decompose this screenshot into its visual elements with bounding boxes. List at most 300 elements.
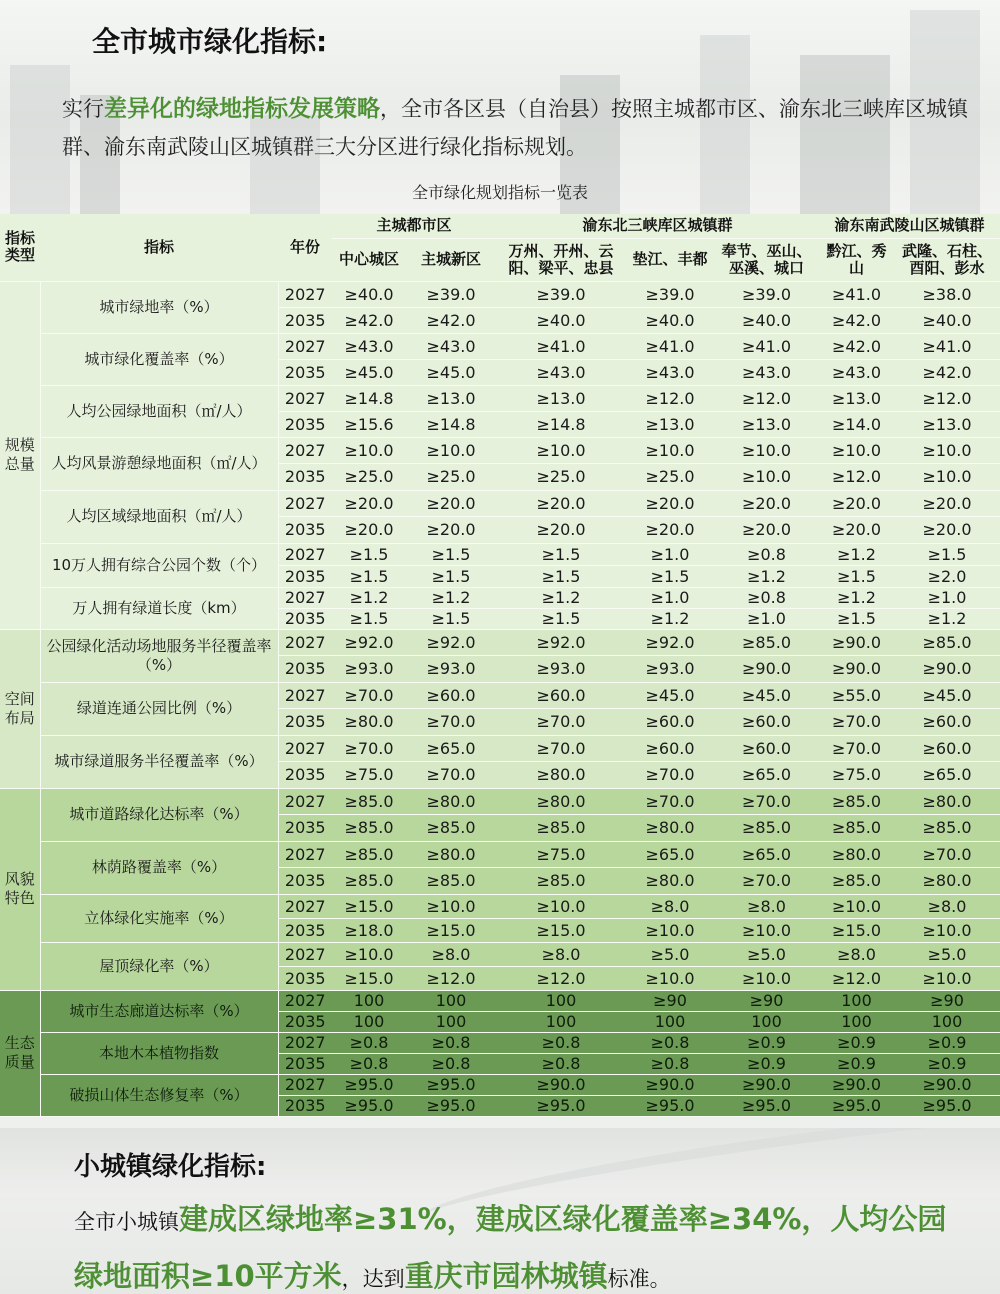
- value-cell: ≥60.0: [714, 708, 819, 735]
- value-cell: ≥39.0: [714, 281, 819, 307]
- value-cell: ≥45.0: [332, 359, 406, 385]
- year-cell: 2035: [278, 565, 332, 587]
- value-cell: ≥1.0: [626, 543, 714, 565]
- value-cell: ≥70.0: [406, 708, 496, 735]
- value-cell: ≥10.0: [714, 463, 819, 490]
- value-cell: ≥8.0: [894, 894, 1000, 918]
- value-cell: ≥0.8: [406, 1053, 496, 1074]
- value-cell: ≥70.0: [626, 788, 714, 814]
- year-cell: 2027: [278, 990, 332, 1011]
- header-indicator: 指标: [40, 214, 278, 281]
- value-cell: ≥43.0: [714, 359, 819, 385]
- value-cell: ≥42.0: [819, 307, 894, 333]
- indicator-cell: 10万人拥有综合公园个数（个）: [40, 543, 278, 587]
- year-cell: 2035: [278, 867, 332, 894]
- value-cell: ≥14.8: [496, 411, 626, 437]
- header-category: 指标类型: [0, 214, 40, 281]
- value-cell: ≥1.0: [894, 587, 1000, 608]
- value-cell: ≥0.8: [496, 1032, 626, 1053]
- year-cell: 2027: [278, 437, 332, 463]
- indicator-cell: 城市绿地率（%）: [40, 281, 278, 333]
- value-cell: ≥20.0: [406, 516, 496, 543]
- category-cell: 规模总量: [0, 281, 40, 629]
- year-cell: 2035: [278, 918, 332, 942]
- value-cell: ≥14.8: [332, 385, 406, 411]
- value-cell: ≥0.8: [496, 1053, 626, 1074]
- value-cell: ≥80.0: [894, 788, 1000, 814]
- year-cell: 2035: [278, 761, 332, 788]
- value-cell: ≥15.0: [332, 966, 406, 990]
- value-cell: ≥80.0: [406, 841, 496, 867]
- value-cell: ≥85.0: [332, 788, 406, 814]
- value-cell: ≥95.0: [819, 1095, 894, 1116]
- value-cell: ≥65.0: [406, 735, 496, 761]
- value-cell: ≥40.0: [626, 307, 714, 333]
- year-cell: 2027: [278, 543, 332, 565]
- value-cell: ≥13.0: [819, 385, 894, 411]
- value-cell: ≥1.2: [894, 608, 1000, 629]
- value-cell: ≥0.9: [819, 1053, 894, 1074]
- value-cell: ≥80.0: [819, 841, 894, 867]
- year-cell: 2027: [278, 735, 332, 761]
- indicator-cell: 屋顶绿化率（%）: [40, 942, 278, 990]
- value-cell: ≥80.0: [496, 788, 626, 814]
- value-cell: ≥70.0: [819, 708, 894, 735]
- value-cell: ≥40.0: [894, 307, 1000, 333]
- value-cell: ≥1.2: [332, 587, 406, 608]
- category-cell: 空间布局: [0, 629, 40, 788]
- year-cell: 2027: [278, 281, 332, 307]
- header-group-southeast: 渝东南武陵山区城镇群: [819, 214, 1000, 238]
- value-cell: ≥45.0: [894, 682, 1000, 708]
- value-cell: ≥90.0: [819, 655, 894, 682]
- value-cell: ≥20.0: [332, 516, 406, 543]
- value-cell: ≥92.0: [332, 629, 406, 655]
- value-cell: ≥60.0: [626, 708, 714, 735]
- value-cell: ≥90: [894, 990, 1000, 1011]
- value-cell: 100: [332, 1011, 406, 1032]
- value-cell: ≥95.0: [332, 1074, 406, 1095]
- value-cell: ≥70.0: [332, 682, 406, 708]
- value-cell: ≥45.0: [626, 682, 714, 708]
- value-cell: ≥42.0: [406, 307, 496, 333]
- value-cell: ≥8.0: [496, 942, 626, 966]
- value-cell: ≥60.0: [406, 682, 496, 708]
- value-cell: ≥90: [714, 990, 819, 1011]
- value-cell: ≥10.0: [894, 966, 1000, 990]
- value-cell: ≥42.0: [894, 359, 1000, 385]
- year-cell: 2035: [278, 463, 332, 490]
- header-col: 万州、开州、云阳、梁平、忠县: [496, 238, 626, 281]
- value-cell: ≥93.0: [406, 655, 496, 682]
- header-col: 奉节、巫山、巫溪、城口: [714, 238, 819, 281]
- value-cell: ≥1.0: [626, 587, 714, 608]
- value-cell: ≥39.0: [626, 281, 714, 307]
- value-cell: ≥12.0: [819, 966, 894, 990]
- value-cell: ≥70.0: [406, 761, 496, 788]
- value-cell: ≥20.0: [406, 490, 496, 516]
- value-cell: ≥14.0: [819, 411, 894, 437]
- table-row: [0, 385, 1000, 411]
- value-cell: ≥45.0: [714, 682, 819, 708]
- table-row: [0, 942, 1000, 966]
- value-cell: ≥1.5: [406, 543, 496, 565]
- value-cell: ≥1.2: [714, 565, 819, 587]
- value-cell: ≥10.0: [894, 437, 1000, 463]
- value-cell: ≥1.5: [894, 543, 1000, 565]
- value-cell: ≥10.0: [332, 942, 406, 966]
- value-cell: ≥13.0: [714, 411, 819, 437]
- value-cell: ≥0.8: [714, 587, 819, 608]
- value-cell: ≥43.0: [819, 359, 894, 385]
- value-cell: ≥92.0: [496, 629, 626, 655]
- value-cell: ≥8.0: [714, 894, 819, 918]
- table-row: [0, 788, 1000, 814]
- indicator-cell: 城市道路绿化达标率（%）: [40, 788, 278, 841]
- value-cell: ≥93.0: [332, 655, 406, 682]
- value-cell: ≥13.0: [626, 411, 714, 437]
- value-cell: ≥85.0: [894, 629, 1000, 655]
- value-cell: ≥1.5: [496, 608, 626, 629]
- value-cell: ≥41.0: [714, 333, 819, 359]
- table-row: [0, 490, 1000, 516]
- value-cell: ≥1.5: [496, 565, 626, 587]
- indicator-cell: 公园绿化活动场地服务半径覆盖率（%）: [40, 629, 278, 682]
- table-row: [0, 682, 1000, 708]
- value-cell: ≥12.0: [894, 385, 1000, 411]
- header-group-main-city: 主城都市区: [332, 214, 496, 238]
- value-cell: ≥10.0: [714, 966, 819, 990]
- indicator-cell: 本地木本植物指数: [40, 1032, 278, 1074]
- value-cell: ≥2.0: [894, 565, 1000, 587]
- value-cell: ≥75.0: [496, 841, 626, 867]
- value-cell: ≥85.0: [819, 788, 894, 814]
- table-caption: 全市绿化规划指标一览表: [411, 183, 588, 202]
- value-cell: ≥20.0: [714, 490, 819, 516]
- value-cell: ≥20.0: [819, 516, 894, 543]
- category-cell: 生态质量: [0, 990, 40, 1116]
- value-cell: ≥85.0: [406, 814, 496, 841]
- small-town-highlight-1: 建成区绿地率≥31%，建成区绿化覆盖率≥34%，人均公园绿地面积≥10平方米: [74, 1202, 947, 1293]
- value-cell: ≥25.0: [332, 463, 406, 490]
- value-cell: ≥65.0: [714, 841, 819, 867]
- value-cell: ≥1.2: [496, 587, 626, 608]
- header-year: 年份: [278, 214, 332, 281]
- value-cell: ≥5.0: [894, 942, 1000, 966]
- value-cell: ≥90.0: [894, 1074, 1000, 1095]
- value-cell: ≥20.0: [894, 516, 1000, 543]
- value-cell: ≥1.2: [406, 587, 496, 608]
- year-cell: 2035: [278, 359, 332, 385]
- value-cell: ≥85.0: [819, 867, 894, 894]
- value-cell: ≥65.0: [714, 761, 819, 788]
- value-cell: ≥12.0: [626, 385, 714, 411]
- value-cell: ≥0.8: [714, 543, 819, 565]
- year-cell: 2027: [278, 682, 332, 708]
- table-row: [0, 841, 1000, 867]
- value-cell: ≥10.0: [894, 463, 1000, 490]
- value-cell: ≥41.0: [496, 333, 626, 359]
- value-cell: ≥41.0: [819, 281, 894, 307]
- value-cell: ≥85.0: [894, 814, 1000, 841]
- value-cell: ≥8.0: [819, 942, 894, 966]
- value-cell: ≥85.0: [496, 867, 626, 894]
- value-cell: ≥20.0: [496, 516, 626, 543]
- value-cell: ≥10.0: [332, 437, 406, 463]
- value-cell: ≥13.0: [894, 411, 1000, 437]
- value-cell: ≥43.0: [332, 333, 406, 359]
- value-cell: ≥18.0: [332, 918, 406, 942]
- value-cell: ≥90.0: [819, 629, 894, 655]
- value-cell: ≥85.0: [714, 814, 819, 841]
- value-cell: ≥20.0: [626, 490, 714, 516]
- value-cell: ≥10.0: [496, 437, 626, 463]
- value-cell: ≥15.0: [406, 918, 496, 942]
- value-cell: ≥45.0: [406, 359, 496, 385]
- value-cell: ≥60.0: [894, 735, 1000, 761]
- table-row: [0, 629, 1000, 655]
- value-cell: ≥92.0: [626, 629, 714, 655]
- intro-paragraph: 实行差异化的绿地指标发展策略，全市各区县（自治县）按照主城都市区、渝东北三峡库区城镇群、渝东南武陵山区城镇群三大分区进行绿化指标规划。: [62, 96, 968, 159]
- value-cell: 100: [894, 1011, 1000, 1032]
- value-cell: ≥1.5: [819, 565, 894, 587]
- value-cell: ≥65.0: [894, 761, 1000, 788]
- value-cell: ≥20.0: [496, 490, 626, 516]
- value-cell: ≥41.0: [894, 333, 1000, 359]
- value-cell: ≥42.0: [819, 333, 894, 359]
- value-cell: ≥1.5: [332, 608, 406, 629]
- value-cell: ≥15.6: [332, 411, 406, 437]
- value-cell: ≥41.0: [626, 333, 714, 359]
- value-cell: ≥70.0: [714, 867, 819, 894]
- header-col: 黔江、秀山: [819, 238, 894, 281]
- value-cell: ≥0.9: [819, 1032, 894, 1053]
- value-cell: ≥85.0: [332, 841, 406, 867]
- value-cell: ≥43.0: [496, 359, 626, 385]
- header-col: 主城新区: [406, 238, 496, 281]
- value-cell: ≥85.0: [819, 814, 894, 841]
- value-cell: ≥15.0: [332, 894, 406, 918]
- indicator-cell: 林荫路覆盖率（%）: [40, 841, 278, 894]
- year-cell: 2035: [278, 708, 332, 735]
- year-cell: 2027: [278, 333, 332, 359]
- value-cell: ≥0.8: [332, 1032, 406, 1053]
- value-cell: ≥70.0: [496, 708, 626, 735]
- value-cell: ≥90.0: [894, 655, 1000, 682]
- value-cell: ≥10.0: [626, 918, 714, 942]
- value-cell: 100: [332, 990, 406, 1011]
- year-cell: 2027: [278, 385, 332, 411]
- indicator-cell: 立体绿化实施率（%）: [40, 894, 278, 942]
- value-cell: ≥95.0: [406, 1074, 496, 1095]
- header-col: 垫江、丰都: [626, 238, 714, 281]
- indicator-cell: 人均风景游憩绿地面积（㎡/人）: [40, 437, 278, 490]
- value-cell: 100: [626, 1011, 714, 1032]
- value-cell: ≥0.8: [406, 1032, 496, 1053]
- value-cell: ≥10.0: [406, 437, 496, 463]
- value-cell: ≥95.0: [332, 1095, 406, 1116]
- value-cell: ≥1.5: [626, 565, 714, 587]
- table-row: [0, 587, 1000, 608]
- value-cell: ≥15.0: [496, 918, 626, 942]
- value-cell: ≥60.0: [894, 708, 1000, 735]
- indicator-cell: 绿道连通公园比例（%）: [40, 682, 278, 735]
- small-town-title: 小城镇绿化指标:: [74, 1152, 267, 1182]
- value-cell: ≥90.0: [714, 1074, 819, 1095]
- value-cell: ≥39.0: [406, 281, 496, 307]
- value-cell: ≥25.0: [626, 463, 714, 490]
- year-cell: 2035: [278, 1053, 332, 1074]
- value-cell: ≥40.0: [496, 307, 626, 333]
- value-cell: ≥80.0: [496, 761, 626, 788]
- indicator-cell: 城市绿道服务半径覆盖率（%）: [40, 735, 278, 788]
- value-cell: ≥70.0: [626, 761, 714, 788]
- table-row: [0, 894, 1000, 918]
- value-cell: ≥1.5: [406, 608, 496, 629]
- value-cell: ≥42.0: [332, 307, 406, 333]
- value-cell: 100: [819, 1011, 894, 1032]
- header-col: 武隆、石柱、酉阳、彭水: [894, 238, 1000, 281]
- value-cell: ≥93.0: [496, 655, 626, 682]
- value-cell: ≥8.0: [406, 942, 496, 966]
- value-cell: ≥13.0: [496, 385, 626, 411]
- value-cell: ≥70.0: [894, 841, 1000, 867]
- year-cell: 2035: [278, 1095, 332, 1116]
- year-cell: 2035: [278, 814, 332, 841]
- value-cell: ≥5.0: [626, 942, 714, 966]
- value-cell: ≥10.0: [496, 894, 626, 918]
- value-cell: ≥60.0: [714, 735, 819, 761]
- year-cell: 2035: [278, 966, 332, 990]
- table-row: [0, 735, 1000, 761]
- value-cell: ≥0.9: [894, 1053, 1000, 1074]
- value-cell: ≥85.0: [406, 867, 496, 894]
- value-cell: ≥1.2: [819, 587, 894, 608]
- value-cell: ≥90.0: [819, 1074, 894, 1095]
- value-cell: ≥20.0: [626, 516, 714, 543]
- indicator-cell: 城市绿化覆盖率（%）: [40, 333, 278, 385]
- year-cell: 2027: [278, 587, 332, 608]
- table-row: [0, 1032, 1000, 1053]
- value-cell: ≥1.5: [496, 543, 626, 565]
- value-cell: ≥1.5: [406, 565, 496, 587]
- category-cell: 风貌特色: [0, 788, 40, 990]
- value-cell: 100: [406, 1011, 496, 1032]
- value-cell: ≥95.0: [894, 1095, 1000, 1116]
- table-row: [0, 1074, 1000, 1095]
- intro-highlight: 差异化的绿地指标发展策略: [104, 96, 380, 122]
- value-cell: ≥10.0: [406, 894, 496, 918]
- value-cell: ≥20.0: [819, 490, 894, 516]
- value-cell: ≥20.0: [894, 490, 1000, 516]
- value-cell: ≥1.0: [714, 608, 819, 629]
- value-cell: ≥0.8: [626, 1032, 714, 1053]
- value-cell: ≥0.8: [626, 1053, 714, 1074]
- table-row: [0, 333, 1000, 359]
- value-cell: ≥25.0: [406, 463, 496, 490]
- value-cell: 100: [406, 990, 496, 1011]
- value-cell: ≥60.0: [496, 682, 626, 708]
- value-cell: ≥1.2: [819, 543, 894, 565]
- value-cell: ≥65.0: [626, 841, 714, 867]
- value-cell: ≥14.8: [406, 411, 496, 437]
- table-row: [0, 543, 1000, 565]
- table-body: [0, 281, 1000, 1116]
- year-cell: 2035: [278, 655, 332, 682]
- value-cell: ≥12.0: [714, 385, 819, 411]
- value-cell: ≥85.0: [496, 814, 626, 841]
- year-cell: 2035: [278, 608, 332, 629]
- value-cell: ≥43.0: [626, 359, 714, 385]
- year-cell: 2035: [278, 516, 332, 543]
- value-cell: ≥90: [626, 990, 714, 1011]
- indicator-cell: 破损山体生态修复率（%）: [40, 1074, 278, 1116]
- greening-indicator-table: [0, 214, 1000, 1117]
- value-cell: ≥10.0: [819, 894, 894, 918]
- value-cell: ≥80.0: [626, 867, 714, 894]
- value-cell: ≥0.9: [714, 1032, 819, 1053]
- value-cell: ≥70.0: [714, 788, 819, 814]
- value-cell: ≥75.0: [332, 761, 406, 788]
- value-cell: ≥95.0: [496, 1095, 626, 1116]
- value-cell: ≥12.0: [496, 966, 626, 990]
- value-cell: ≥1.5: [332, 543, 406, 565]
- year-cell: 2035: [278, 1011, 332, 1032]
- indicator-cell: 万人拥有绿道长度（km）: [40, 587, 278, 629]
- value-cell: ≥55.0: [819, 682, 894, 708]
- value-cell: ≥90.0: [626, 1074, 714, 1095]
- value-cell: ≥0.9: [894, 1032, 1000, 1053]
- value-cell: ≥95.0: [406, 1095, 496, 1116]
- value-cell: ≥60.0: [626, 735, 714, 761]
- table-row: [0, 281, 1000, 307]
- value-cell: ≥75.0: [819, 761, 894, 788]
- value-cell: ≥10.0: [894, 918, 1000, 942]
- value-cell: ≥80.0: [332, 708, 406, 735]
- value-cell: ≥93.0: [626, 655, 714, 682]
- value-cell: ≥15.0: [819, 918, 894, 942]
- indicator-cell: 城市生态廊道达标率（%）: [40, 990, 278, 1032]
- value-cell: ≥25.0: [496, 463, 626, 490]
- header-col: 中心城区: [332, 238, 406, 281]
- value-cell: ≥0.9: [714, 1053, 819, 1074]
- small-town-paragraph: 全市小城镇建成区绿地率≥31%，建成区绿化覆盖率≥34%，人均公园绿地面积≥10平方米，达到重庆市园林城镇标准。: [74, 1202, 947, 1293]
- value-cell: ≥90.0: [714, 655, 819, 682]
- year-cell: 2027: [278, 788, 332, 814]
- value-cell: 100: [819, 990, 894, 1011]
- value-cell: ≥5.0: [714, 942, 819, 966]
- value-cell: ≥39.0: [496, 281, 626, 307]
- value-cell: ≥10.0: [626, 437, 714, 463]
- value-cell: ≥12.0: [819, 463, 894, 490]
- year-cell: 2027: [278, 629, 332, 655]
- value-cell: ≥95.0: [626, 1095, 714, 1116]
- value-cell: ≥10.0: [714, 437, 819, 463]
- value-cell: ≥10.0: [626, 966, 714, 990]
- value-cell: ≥8.0: [626, 894, 714, 918]
- value-cell: ≥80.0: [894, 867, 1000, 894]
- value-cell: ≥85.0: [332, 814, 406, 841]
- value-cell: ≥20.0: [332, 490, 406, 516]
- page-title: 全市城市绿化指标:: [92, 25, 328, 58]
- value-cell: ≥43.0: [406, 333, 496, 359]
- indicator-cell: 人均公园绿地面积（㎡/人）: [40, 385, 278, 437]
- year-cell: 2027: [278, 894, 332, 918]
- value-cell: ≥40.0: [332, 281, 406, 307]
- value-cell: ≥10.0: [819, 437, 894, 463]
- value-cell: 100: [496, 990, 626, 1011]
- value-cell: ≥70.0: [819, 735, 894, 761]
